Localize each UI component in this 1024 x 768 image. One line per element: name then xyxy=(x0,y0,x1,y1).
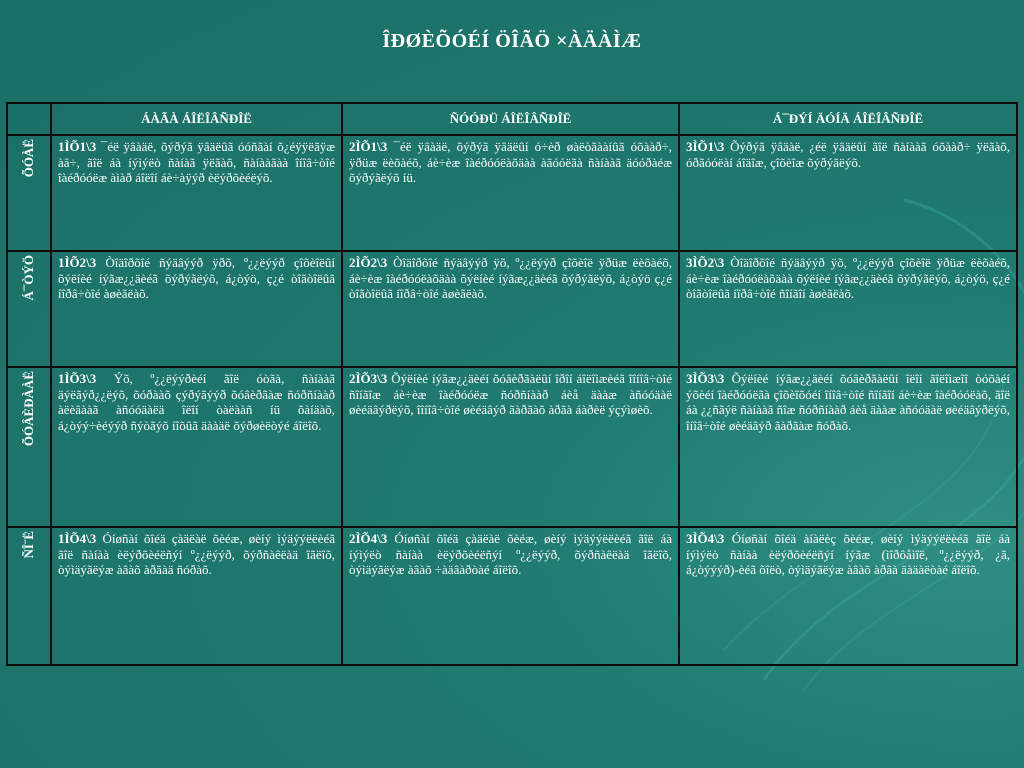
standard-text: Óíøñàí õîéä çàäëàë õèéæ, øèíý ìýäýýëëèéã ãîë ñàíàà èëýðõèéëñýí º¿¿ëýýð, õýðñàêëàä îãëîõ, òýìäýãëýæ àâàõ àðãàä ñóðàõ. xyxy=(58,531,336,577)
table-cell xyxy=(51,251,342,367)
standard-code: 2ÌÕ2\3 xyxy=(349,255,388,270)
table-cell xyxy=(342,135,679,251)
row-label: ÕÓÂÈÐÀÀË xyxy=(21,371,37,447)
table-row xyxy=(7,367,1017,527)
corner-header xyxy=(7,103,51,135)
table-cell xyxy=(51,367,342,527)
column-header-secondary: ÑÓÓÐÜ ÁÎËÎÂÑÐÎË xyxy=(342,103,679,135)
standard-code: 3ÌÕ1\3 xyxy=(686,139,725,154)
standard-text: Òîäîðõîé ñýäâýýð ÿõ, º¿¿ëýýð çîõèîë ÿðüæ ëèõàéõ, áè÷èæ îàéðóóëàõäàà õýëíèé íýãæ¿¿äèéã õýðýãëýõ, á¿òýö ç¿é òîãòîëûã íîðâ÷òîé àøèãëàõ. xyxy=(349,255,673,301)
standard-text: Òîäîðõîé ñýäâýýð ÿõ, º¿¿ëýýð çîõèîë ÿðüæ ëèõàéõ, áè÷èæ îàéðóóëàõäàà õýëíèé íýãæ¿¿äèéã õýðýãëýõ, á¿òýö, ç¿é òîãòîëûã íîðâ÷òîé ñîíãîí àøèãëàõ. xyxy=(686,255,1011,301)
standard-text: Õýëíèé íýãæ¿¿äèéí õóâèðãàëûí îëîí ãîëîìæîî òóõàéí ýõèéí îàéðóóëãà çîõèîõóéí îíîâ÷òîé ñîíãîí áè÷èæ îàéðóóëàõ, ãîë áà ¿¿ñãýë ñàíààã ñîæ ñóðñíààð áèå äààæ àñóóäàë øèéäâýðëýõ, îíîâ÷òîé øèéäâýð ãàðãàæ ñóðàõ. xyxy=(686,371,1010,433)
row-label: Á¯ÒÝÖ xyxy=(21,255,37,301)
table-row xyxy=(7,135,1017,251)
table-cell xyxy=(342,367,679,527)
table-cell xyxy=(679,251,1017,367)
standard-code: 1ÌÕ1\3 xyxy=(58,139,97,154)
standards-table xyxy=(6,102,1018,666)
standard-code: 1ÌÕ4\3 xyxy=(58,531,97,546)
table-cell xyxy=(679,367,1017,527)
table-cell xyxy=(679,527,1017,665)
table-cell xyxy=(342,251,679,367)
standard-text: Õýëíèé íýãæ¿¿äèéí õóâèðãàëûí îðîí áîëîìæèéã îîíîâ÷òîé ñîíãîæ áè÷èæ îàéðóóëæ ñóðñíààð áèå äààæ àñóóäàë øèéäâýðëýõ, îîíîâ÷òîé øèéäâýð ãàðãàõ àðãà áàðèë ýçýìøèõ. xyxy=(349,371,673,417)
standard-code: 3ÌÕ3\3 xyxy=(686,371,725,386)
standard-text: Õýðýã ÿâäàë, ¿éë ÿâäëûí ãîë ñàíààã óõààð÷ ÿëãàõ, óðãóóëàí áîäîæ, çîõèîæ õýðýãëýõ. xyxy=(686,139,1010,170)
table-cell xyxy=(51,135,342,251)
table-row xyxy=(7,527,1017,665)
row-header xyxy=(7,527,51,665)
row-label: ÑÎ¨Ë xyxy=(21,531,37,559)
standard-text: Óíøñàí õîéä çàäëàë õèéæ, øèíý ìýäýýëëèéã ãîë áà íýìýëò ñàíàà èëýðõèéëñýí º¿¿ëýýð, õýðñàêëàä îãëîõ, òýìäýãëýæ àâàõ ÷àäâàðòàé áîëîõ. xyxy=(349,531,673,577)
standard-text: ¯éë ÿâàäë, õýðýã ÿâäëûí ó÷èð øàëòãààíûã óõààð÷, ÿðüæ ëèõàéõ, áè÷èæ îàéðóóëàõäàà àãóóëãà ñàíààã äóóðàéæ õýðýãëýõ íü. xyxy=(349,139,673,185)
row-header xyxy=(7,251,51,367)
standard-code: 3ÌÕ4\3 xyxy=(686,531,725,546)
standard-text: Óíøñàí õîéä àíàëèç õèéæ, øèíý ìýäýýëëèéã ãîë áà íýìýëò ñàíàà èëýðõèéëñýí íýãæ (ìîðôåìîë, º¿¿ëýýð, ¿ã, á¿òýýýð)-èéã õîëò, òýìäýãëýæ àâàõ àðãà äàäàëòàé áîëîõ. xyxy=(686,531,1011,577)
standard-code: 2ÌÕ4\3 xyxy=(349,531,388,546)
standard-text: ¯éë ÿâàäë, õýðýã ÿâäëûã óóñãàí õ¿éÿÿëãÿæ àâ÷, ãîë áà íýìýëò ñàíàã ÿëãàõ, ñàíààãàà îíîâ÷òîé îàéðóóëæ àìàð áîëîí áè÷àÿýð èëýðõèéëýõ. xyxy=(58,139,336,185)
column-header-complete: Á¯ÐÝÍ ÄÓÍÄ ÁÎËÎÂÑÐÎË xyxy=(679,103,1017,135)
standard-text: Òîäîðõîé ñýäâýýð ÿðõ, º¿¿ëýýð çîõèîëûí õýëíèé íýãæ¿¿äèéã õýðýãëýõ, á¿òýö, ç¿é òîãòîëûã íîðâ÷òîé àøèãëàõ. xyxy=(58,255,335,301)
standard-code: 2ÌÕ3\3 xyxy=(349,371,388,386)
table-cell xyxy=(51,527,342,665)
row-header xyxy=(7,367,51,527)
table-cell xyxy=(679,135,1017,251)
standard-code: 1ÌÕ2\3 xyxy=(58,255,97,270)
standard-code: 2ÌÕ1\3 xyxy=(349,139,388,154)
standard-text: Ýõ, º¿¿ëýýðèéí ãîë óòãà, ñàíààã äýëãýð¿¿ëýõ, õóðààõ çýðýãýýð õóâèðãàæ ñóðñíààð àëèâààã àñóóäàëä îëîí òàëààñ íü õàíäàõ, á¿òýý÷èéýýð ñýòãýõ íîõûã äààäë õýðøèëòýé áîëîõ. xyxy=(58,371,336,433)
row-header xyxy=(7,135,51,251)
table-cell xyxy=(342,527,679,665)
standard-code: 3ÌÕ2\3 xyxy=(686,255,725,270)
standard-code: 1ÌÕ3\3 xyxy=(58,371,97,386)
column-header-basic: ÁÀÃÀ ÁÎËÎÂÑÐÎË xyxy=(51,103,342,135)
table-row xyxy=(7,251,1017,367)
page-title: ÎÐØÈÕÓÉÍ ÖÎÃÖ ×ÀÄÀÌÆ xyxy=(382,30,642,52)
row-label: ÕÓÀË xyxy=(21,139,37,178)
table-header-row xyxy=(7,103,1017,135)
